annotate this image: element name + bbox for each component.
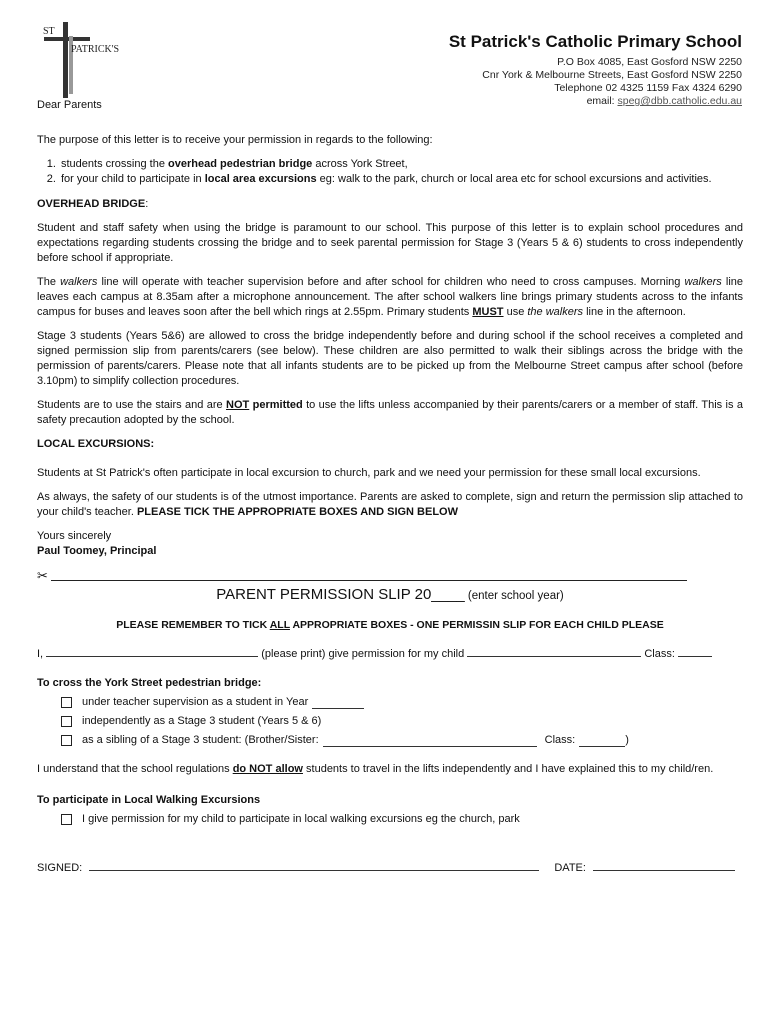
signature-field[interactable] [89,859,539,871]
permission-line [37,645,743,662]
cut-line [37,568,743,583]
cut-dashed-line [51,571,687,581]
list-item: 2. for your child to participate in local area excursions eg: walk to the park, church or local area etc for school excursions and activities. [59,172,743,187]
print-text: (please print) give permission for my child [261,648,465,660]
signoff: Yours sincerely [37,530,112,542]
school-name: St Patrick's Catholic Primary School [448,32,742,51]
remember-notice: PLEASE REMEMBER TO TICK ALL APPROPRIATE BOXES - ONE PERMISSIN SLIP FOR EACH CHILD PLEASE [116,619,664,631]
logo-text-st: ST [43,26,55,37]
local-excursions-heading: LOCAL EXCURSIONS: [37,438,155,450]
parent-name-field[interactable] [46,645,258,657]
intro-paragraph: The purpose of this letter is to receive your permission in regards to the following: [37,134,433,146]
date-label: DATE: [554,862,586,874]
address-line-1: P.O Box 4085, East Gosford NSW 2250 [557,56,742,68]
sibling-name-field[interactable] [323,735,537,747]
bridge-paragraph-3: Stage 3 students (Years 5&6) are allowed to cross the bridge independently before and during school if the school receives a completed and signed permission slip from parents/carers (see below). These children are also permitted to walk their siblings across the bridge with the permission of parents/carers. Please note that all infants students are to be picked up from the Melbourne Street campus after school (before 3.10pm) to simplify collection procedures. [37,330,743,387]
list-item: 1. students crossing the overhead pedestrian bridge across York Street, [59,157,743,172]
option-sibling: as a sibling of a Stage 3 student: (Brother/Sister: Class: ) [61,733,743,748]
child-name-field[interactable] [467,645,641,657]
safety-paragraph: As always, the safety of our students is of the utmost importance. Parents are asked to complete, sign and return the permission slip attached to your child's teacher. PLEASE TICK THE APPROPRIATE BOXES AND SIGN BELOW [37,491,743,518]
signed-label: SIGNED: [37,862,83,874]
scissors-icon: ✂ [37,568,48,583]
email-label: email: [586,95,615,107]
address-line-3: Telephone 02 4325 1159 Fax 4324 6290 [554,82,742,94]
school-header [449,32,742,108]
walk-heading: To participate in Local Walking Excursions [37,794,261,806]
purpose-list [37,157,743,187]
school-cross-logo [38,22,148,98]
local-paragraph: Students at St Patrick's often participate in local excursion to church, park and we need your permission for these small local excursions. [37,467,701,479]
understand-paragraph: I understand that the school regulations do NOT allow students to travel in the lifts independently and I have explained this to my child/ren. [37,763,714,775]
signature-line [37,859,743,876]
checkbox[interactable] [61,716,72,727]
checkbox[interactable] [61,697,72,708]
bridge-paragraph-2: The walkers line will operate with teacher supervision before and after school for children who need to cross campuses. Morning walkers line leaves each campus at 8.35am after a microphone announcement. The after school walkers line brings primary students across to the infants campus for buses and leaves soon after the bell which rings at 2.55pm. Primary students MUST use the walkers line in the afternoon. [37,276,743,318]
cross-heading: To cross the York Street pedestrian bridge: [37,677,262,689]
checkbox[interactable] [61,735,72,746]
address-line-2: Cnr York & Melbourne Streets, East Gosford NSW 2250 [482,69,742,81]
greeting: Dear Parents [37,99,102,111]
class-field[interactable] [678,645,712,657]
bridge-heading: OVERHEAD BRIDGE: [37,198,149,210]
i-label: I, [37,648,44,660]
principal-name: Paul Toomey, Principal [37,545,157,557]
option-walking-excursions: I give permission for my child to participate in local walking excursions eg the church, park [61,812,743,827]
date-field[interactable] [593,859,735,871]
slip-title: PARENT PERMISSION SLIP 20____ (enter school year) [216,586,564,603]
year-field[interactable] [312,697,364,709]
email-link[interactable]: speg@dbb.catholic.edu.au [617,95,742,107]
option-independent: independently as a Stage 3 student (Years 5 & 6) [61,714,743,729]
bridge-paragraph-1: Student and staff safety when using the bridge is paramount to our school. This purpose of this letter is to explain school procedures and expectations regarding students crossing the bridge and to seek parental permission for Stage 3 (Years 5 & 6) students to cross independently before school if appropriate. [37,222,743,264]
bridge-paragraph-4: Students are to use the stairs and are NOT permitted to use the lifts unless accompanied by their parents/carers or a member of staff. This is a safety precaution adopted by the school. [37,399,743,426]
checkbox[interactable] [61,814,72,825]
option-teacher-supervision: under teacher supervision as a student in Year [61,695,743,710]
letter-body [37,98,743,876]
logo-text-patricks: PATRICK'S [71,44,120,55]
class-label: Class: [644,648,675,660]
sibling-class-field[interactable] [579,735,625,747]
